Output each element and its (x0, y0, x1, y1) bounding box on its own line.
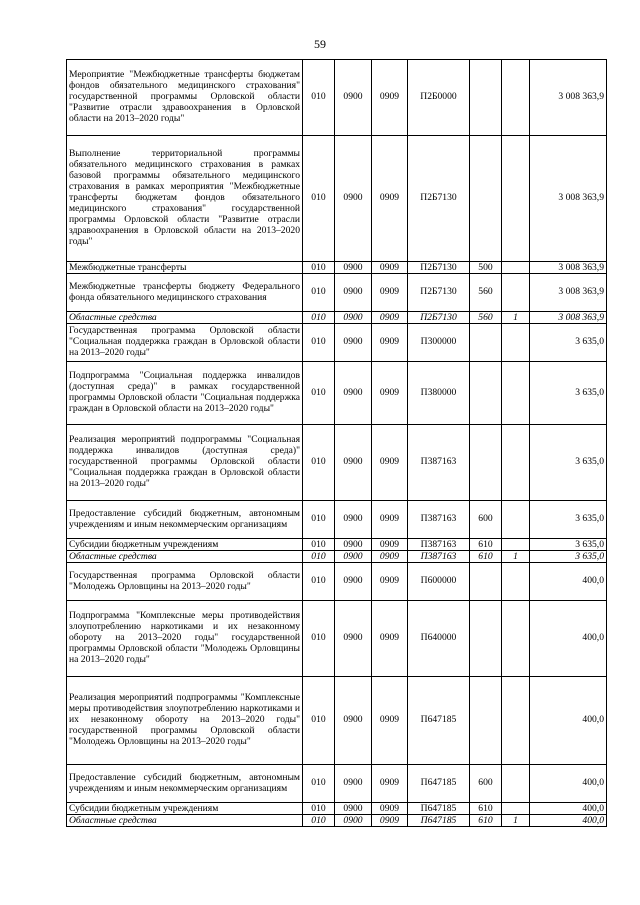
row-src (502, 324, 530, 362)
row-src: 1 (502, 815, 530, 827)
row-name: Государственная программа Орловской области "Молодежь Орловщины на 2013–2020 годы" (67, 563, 303, 601)
row-csr: П647185 (408, 815, 470, 827)
row-vr (470, 60, 502, 136)
row-pr: 0909 (372, 677, 408, 765)
row-amount: 400,0 (530, 601, 607, 677)
row-rz: 0900 (335, 60, 372, 136)
row-ved: 010 (303, 601, 335, 677)
row-src (502, 765, 530, 803)
table-row (67, 539, 607, 551)
row-name: Подпрограмма "Социальная поддержка инвалидов (доступная среда)" в рамках государственной программы Орловской области "Социальная поддержка граждан в Орловской области на 2013–2020 годы" (67, 362, 303, 425)
row-pr: 0909 (372, 136, 408, 262)
row-pr: 0909 (372, 312, 408, 324)
row-name: Областные средства (67, 551, 303, 563)
table-row (67, 601, 607, 677)
row-name: Предоставление субсидий бюджетным, автономным учреждениям и иным некоммерческим организациям (67, 501, 303, 539)
table-row (67, 425, 607, 501)
row-amount: 400,0 (530, 677, 607, 765)
row-src (502, 362, 530, 425)
row-rz: 0900 (335, 765, 372, 803)
row-rz: 0900 (335, 136, 372, 262)
row-ved: 010 (303, 501, 335, 539)
table-row (67, 803, 607, 815)
row-src (502, 539, 530, 551)
row-ved: 010 (303, 274, 335, 312)
row-csr: П387163 (408, 425, 470, 501)
row-pr: 0909 (372, 274, 408, 312)
row-pr: 0909 (372, 563, 408, 601)
row-csr: П380000 (408, 362, 470, 425)
row-ved: 010 (303, 425, 335, 501)
row-vr: 610 (470, 539, 502, 551)
row-vr (470, 425, 502, 501)
row-name: Межбюджетные трансферты (67, 262, 303, 274)
row-vr (470, 601, 502, 677)
row-name: Субсидии бюджетным учреждениям (67, 539, 303, 551)
table-row (67, 274, 607, 312)
row-ved: 010 (303, 551, 335, 563)
row-amount: 3 008 363,9 (530, 274, 607, 312)
page-number: 59 (314, 37, 326, 51)
row-csr: П647185 (408, 803, 470, 815)
row-pr: 0909 (372, 765, 408, 803)
row-ved: 010 (303, 677, 335, 765)
row-csr: П387163 (408, 501, 470, 539)
table-row (67, 551, 607, 563)
row-amount: 3 008 363,9 (530, 262, 607, 274)
row-ved: 010 (303, 324, 335, 362)
row-rz: 0900 (335, 262, 372, 274)
row-amount: 400,0 (530, 815, 607, 827)
row-name: Реализация мероприятий подпрограммы "Социальная поддержка инвалидов (доступная среда)" государственной программы Орловской области "Социальная поддержка граждан в Орловской области на 2013–2020 годы" (67, 425, 303, 501)
row-rz: 0900 (335, 501, 372, 539)
row-rz: 0900 (335, 274, 372, 312)
row-pr: 0909 (372, 815, 408, 827)
row-ved: 010 (303, 539, 335, 551)
row-rz: 0900 (335, 362, 372, 425)
row-vr: 600 (470, 765, 502, 803)
row-pr: 0909 (372, 262, 408, 274)
row-pr: 0909 (372, 501, 408, 539)
row-amount: 3 635,0 (530, 324, 607, 362)
row-csr: П640000 (408, 601, 470, 677)
row-csr: П387163 (408, 551, 470, 563)
row-src (502, 274, 530, 312)
row-src (502, 677, 530, 765)
row-pr: 0909 (372, 601, 408, 677)
row-pr: 0909 (372, 324, 408, 362)
row-ved: 010 (303, 765, 335, 803)
row-name: Предоставление субсидий бюджетным, автономным учреждениям и иным некоммерческим организациям (67, 765, 303, 803)
row-csr: П647185 (408, 677, 470, 765)
table-row (67, 136, 607, 262)
row-name: Межбюджетные трансферты бюджету Федерального фонда обязательного медицинского страхования (67, 274, 303, 312)
row-rz: 0900 (335, 601, 372, 677)
table-row (67, 501, 607, 539)
row-amount: 400,0 (530, 765, 607, 803)
budget-table (66, 59, 607, 827)
row-csr: П2Б7130 (408, 262, 470, 274)
row-vr (470, 677, 502, 765)
table-row (67, 60, 607, 136)
row-name: Подпрограмма "Комплексные меры противодействия злоупотреблению наркотиками и их незаконному обороту на 2013–2020 годы" государственной программы Орловской области "Молодежь Орловщины на 2013–2020 годы" (67, 601, 303, 677)
row-src (502, 262, 530, 274)
row-rz: 0900 (335, 312, 372, 324)
row-vr: 610 (470, 803, 502, 815)
row-csr: П2Б7130 (408, 136, 470, 262)
row-amount: 3 008 363,9 (530, 312, 607, 324)
row-src (502, 803, 530, 815)
row-src (502, 60, 530, 136)
row-src (502, 563, 530, 601)
row-amount: 400,0 (530, 563, 607, 601)
row-name: Областные средства (67, 312, 303, 324)
row-amount: 3 008 363,9 (530, 136, 607, 262)
row-src (502, 501, 530, 539)
row-pr: 0909 (372, 803, 408, 815)
row-name: Государственная программа Орловской области "Социальная поддержка граждан в Орловской области на 2013–2020 годы" (67, 324, 303, 362)
row-amount: 3 635,0 (530, 425, 607, 501)
row-rz: 0900 (335, 677, 372, 765)
row-csr: П2Б7130 (408, 312, 470, 324)
row-rz: 0900 (335, 803, 372, 815)
row-src: 1 (502, 312, 530, 324)
row-src (502, 601, 530, 677)
row-pr: 0909 (372, 362, 408, 425)
row-amount: 3 635,0 (530, 551, 607, 563)
row-ved: 010 (303, 362, 335, 425)
row-src (502, 425, 530, 501)
row-rz: 0900 (335, 815, 372, 827)
row-vr: 600 (470, 501, 502, 539)
row-csr: П300000 (408, 324, 470, 362)
row-amount: 3 635,0 (530, 539, 607, 551)
row-vr (470, 136, 502, 262)
row-ved: 010 (303, 60, 335, 136)
row-ved: 010 (303, 815, 335, 827)
row-csr: П647185 (408, 765, 470, 803)
row-ved: 010 (303, 803, 335, 815)
row-rz: 0900 (335, 425, 372, 501)
row-src (502, 136, 530, 262)
row-ved: 010 (303, 262, 335, 274)
row-vr (470, 563, 502, 601)
table-row (67, 324, 607, 362)
row-csr: П2Б7130 (408, 274, 470, 312)
row-rz: 0900 (335, 551, 372, 563)
row-ved: 010 (303, 563, 335, 601)
row-csr: П387163 (408, 539, 470, 551)
row-vr: 610 (470, 551, 502, 563)
row-name: Реализация мероприятий подпрограммы "Комплексные меры противодействия злоупотреблению наркотиками и их незаконному обороту на 2013–2020 годы" государственной программы Орловской области "Молодежь Орловщины на 2013–2020 годы" (67, 677, 303, 765)
row-name: Мероприятие "Межбюджетные трансферты бюджетам фондов обязательного медицинского страхования" государственной программы Орловской области "Развитие отрасли здравоохранения в Орловской области на 2013–2020 годы" (67, 60, 303, 136)
row-vr (470, 362, 502, 425)
row-name: Областные средства (67, 815, 303, 827)
table-row (67, 262, 607, 274)
row-src: 1 (502, 551, 530, 563)
row-rz: 0900 (335, 324, 372, 362)
row-pr: 0909 (372, 425, 408, 501)
row-ved: 010 (303, 312, 335, 324)
table-row (67, 563, 607, 601)
row-amount: 3 008 363,9 (530, 60, 607, 136)
row-amount: 400,0 (530, 803, 607, 815)
row-amount: 3 635,0 (530, 362, 607, 425)
row-pr: 0909 (372, 60, 408, 136)
table-row (67, 312, 607, 324)
row-amount: 3 635,0 (530, 501, 607, 539)
row-vr: 610 (470, 815, 502, 827)
row-rz: 0900 (335, 539, 372, 551)
table-row (67, 362, 607, 425)
row-csr: П2Б0000 (408, 60, 470, 136)
row-pr: 0909 (372, 551, 408, 563)
row-name: Субсидии бюджетным учреждениям (67, 803, 303, 815)
row-ved: 010 (303, 136, 335, 262)
row-vr: 560 (470, 274, 502, 312)
table-row (67, 677, 607, 765)
row-csr: П600000 (408, 563, 470, 601)
row-vr: 560 (470, 312, 502, 324)
row-name: Выполнение территориальной программы обязательного медицинского страхования в рамках базовой программы обязательного медицинского страхования в рамках мероприятия "Межбюджетные трансферты бюджетам фондов обязательного медицинского страхования" государственной программы Орловской области "Развитие отрасли здравоохранения в Орловской области на 2013–2020 годы" (67, 136, 303, 262)
row-vr (470, 324, 502, 362)
row-pr: 0909 (372, 539, 408, 551)
row-rz: 0900 (335, 563, 372, 601)
table-row (67, 815, 607, 827)
table-row (67, 765, 607, 803)
row-vr: 500 (470, 262, 502, 274)
